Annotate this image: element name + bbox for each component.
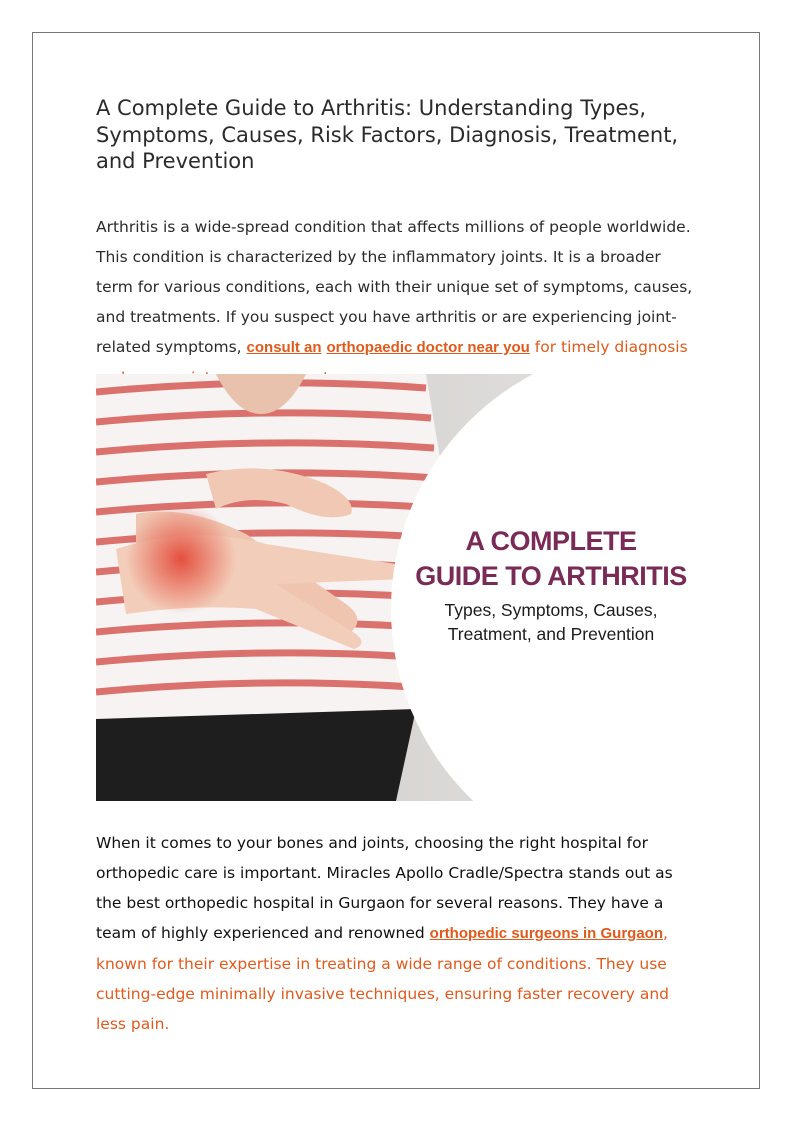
- hero-image: [96, 374, 696, 801]
- hero-subheading-2: Treatment, and Prevention: [447, 624, 655, 644]
- body-tail: , known for their expertise in treating a wide range of conditions. They use cutting-edge minimally invasive techniques, ensuring faster recovery and less pain.: [96, 924, 670, 1033]
- body-text: When it comes to your bones and joints, choosing the right hospital for orthopedic care is important. Miracles Apollo Cradle/Spectra stands out as the best orthopedic hospital in Gurgaon for several reasons. They have a team of highly experienced and renowned: [96, 834, 673, 942]
- intro-paragraph: [96, 212, 696, 393]
- hero-heading-2: GUIDE TO ARTHRITIS: [415, 561, 687, 591]
- intro-tail: for timely diagnosis: [534, 338, 688, 356]
- hero-subheading-1: Types, Symptoms, Causes,: [444, 600, 658, 620]
- intro-text: Arthritis is a wide-spread condition that affects millions of people worldwide. This condition is characterized by the inflammatory joints. It is a broader term for various conditions, each with their unique set of symptoms, causes, and treatments. If you suspect you have arthritis or are experiencing joint-related symptoms,: [96, 218, 693, 356]
- orthopaedic-doctor-link[interactable]: orthopaedic doctor near you: [326, 339, 530, 356]
- page-title: A Complete Guide to Arthritis: Understanding Types, Symptoms, Causes, Risk Factors, Diagnosis, Treatment, and Prevention: [96, 96, 679, 173]
- orthopedic-surgeons-link[interactable]: orthopedic surgeons in Gurgaon: [429, 925, 663, 942]
- body-paragraph: [96, 828, 696, 1039]
- consult-link[interactable]: consult an: [246, 339, 322, 356]
- hero-heading-1: A COMPLETE: [465, 526, 637, 556]
- hero-caption: [396, 524, 696, 646]
